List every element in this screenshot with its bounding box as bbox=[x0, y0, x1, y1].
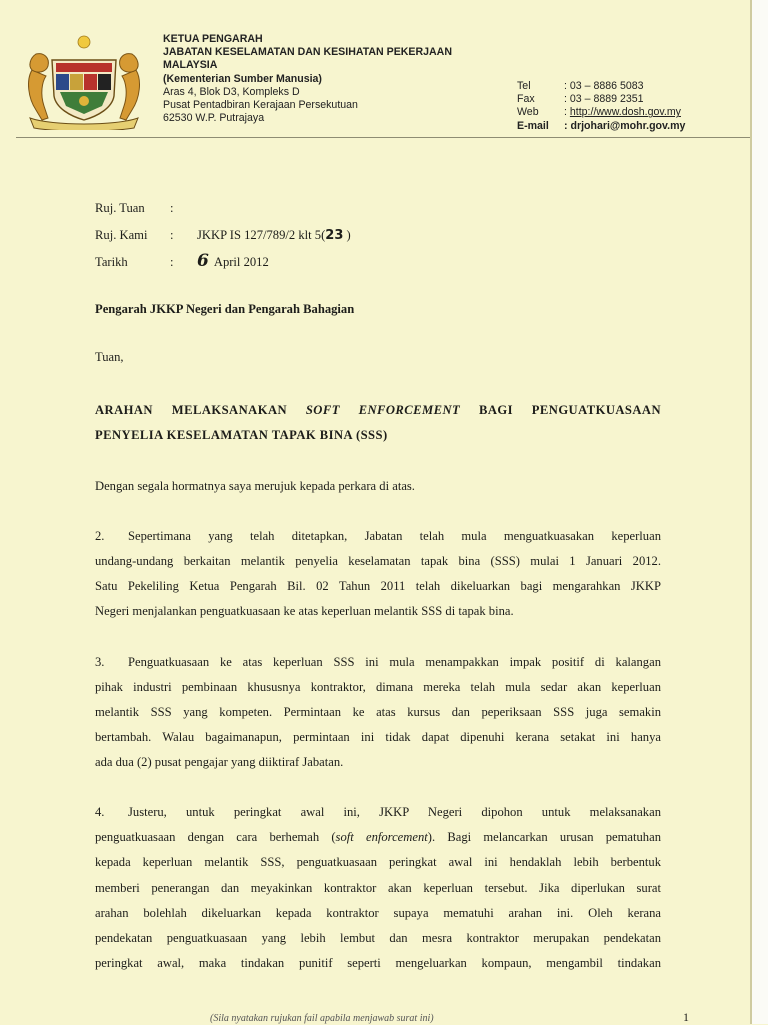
ruj-tuan-label: Ruj. Tuan bbox=[95, 201, 145, 215]
para4-number: 4. bbox=[95, 805, 105, 819]
ruj-kami-value: JKKP IS 127/789/2 klt 5( bbox=[197, 228, 326, 242]
web-colon: : bbox=[564, 106, 570, 119]
subject-line-1 bbox=[95, 403, 661, 418]
tel-row bbox=[517, 80, 685, 93]
ruj-kami-colon: : bbox=[170, 228, 174, 242]
para2-line-3: Satu Pekeliling Ketua Pengarah Bil. 02 Tahun 2011 telah dikeluarkan bagi mengarahkan JKKP bbox=[95, 579, 661, 593]
subject-italic: SOFT ENFORCEMENT bbox=[305, 403, 461, 417]
ref-row-ruj-kami bbox=[95, 228, 351, 243]
ministry-name: (Kementerian Sumber Manusia) bbox=[163, 72, 322, 85]
para3-text-1: Penguatkuasaan ke atas keperluan SSS ini mula menampakkan impak positif di kalangan bbox=[128, 655, 661, 669]
department-country: MALAYSIA bbox=[163, 59, 218, 72]
para3-number: 3. bbox=[95, 655, 105, 669]
coat-of-arms-logo bbox=[22, 32, 146, 130]
subject-part-2: BAGI PENGUATKUASAAN bbox=[460, 403, 661, 417]
letterhead-contact bbox=[517, 80, 685, 133]
page-edge bbox=[752, 0, 768, 1024]
fax-row bbox=[517, 93, 685, 106]
tel-value: : 03 – 8886 5083 bbox=[564, 80, 644, 92]
para4-italic: soft enforcement bbox=[335, 830, 428, 844]
para2-line-1 bbox=[95, 529, 661, 544]
issuer-title: KETUA PENGARAH bbox=[163, 33, 263, 45]
email-value[interactable]: : drjohari@mohr.gov.my bbox=[564, 119, 686, 132]
para4-text-2a: penguatkuasaan dengan cara berhemah ( bbox=[95, 830, 336, 844]
letterhead-address bbox=[163, 33, 452, 125]
para4-line-3: kepada keperluan melantik SSS, penguatkuasaan peringkat awal ini hendaklah lebih berbentuk bbox=[95, 855, 661, 869]
para4-text-1: Justeru, untuk peringkat awal ini, JKKP Negeri dipohon untuk melaksanakan bbox=[128, 805, 661, 819]
tarikh-value: April 2012 bbox=[213, 255, 269, 269]
para3-line-5: ada dua (2) pusat pengajar yang diiktiraf Jabatan. bbox=[95, 755, 344, 769]
ruj-kami-label: Ruj. Kami bbox=[95, 228, 148, 242]
para4-text-2c: ). Bagi melancarkan urusan pematuhan bbox=[427, 830, 661, 844]
para2-text-1: Sepertimana yang telah ditetapkan, Jabatan telah mula menguatkuasakan keperluan bbox=[128, 529, 661, 543]
web-label: Web bbox=[517, 106, 539, 119]
ruj-tuan-colon: : bbox=[170, 201, 174, 215]
salutation: Tuan, bbox=[95, 350, 124, 364]
address-line-3: 62530 W.P. Putrajaya bbox=[163, 112, 265, 125]
para2-line-2: undang-undang berkaitan melantik penyelia keselamatan tapak bina (SSS) mulai 1 Januari 2012. bbox=[95, 554, 661, 568]
department-name: JABATAN KESELAMATAN DAN KESIHATAN PEKERJAAN bbox=[163, 46, 452, 59]
tarikh-label: Tarikh bbox=[95, 255, 128, 269]
address-line-1: Aras 4, Blok D3, Kompleks D bbox=[163, 85, 300, 98]
para4-line-1 bbox=[95, 805, 661, 820]
letterhead-divider bbox=[16, 137, 750, 138]
para3-line-2: pihak industri pembinaan khususnya kontraktor, dimana mereka telah mula sedar akan keperluan bbox=[95, 680, 661, 694]
para4-line-7: peringkat awal, maka tindakan punitif seperti mengeluarkan kompaun, mengambil tindakan bbox=[95, 956, 661, 970]
para3-line-1 bbox=[95, 655, 661, 670]
para3-line-3: melantik SSS yang kompeten. Permintaan ke atas kursus dan peperiksaan SSS juga semakin bbox=[95, 705, 661, 719]
intro-paragraph: Dengan segala hormatnya saya merujuk kepada perkara di atas. bbox=[95, 479, 415, 493]
para4-line-2 bbox=[95, 830, 661, 845]
para2-number: 2. bbox=[95, 529, 105, 543]
page-number: 1 bbox=[683, 1010, 689, 1024]
tarikh-colon: : bbox=[170, 255, 174, 269]
address-line-2: Pusat Pentadbiran Kerajaan Persekutuan bbox=[163, 99, 358, 112]
para2-line-4: Negeri menjalankan penguatkuasaan ke atas keperluan melantik SSS di tapak bina. bbox=[95, 604, 514, 618]
web-row bbox=[517, 106, 685, 119]
subject-part-1: ARAHAN MELAKSANAKAN bbox=[95, 403, 306, 417]
ruj-kami-close: ) bbox=[343, 228, 351, 242]
para4-line-5: arahan bolehlah dikeluarkan kepada kontraktor supaya mematuhi arahan ini. Oleh kerana bbox=[95, 906, 661, 920]
addressee: Pengarah JKKP Negeri dan Pengarah Bahagian bbox=[95, 302, 355, 316]
tel-label: Tel bbox=[517, 80, 531, 92]
web-link[interactable]: http://www.dosh.gov.my bbox=[569, 106, 681, 119]
ref-row-tarikh bbox=[95, 251, 269, 271]
email-row bbox=[517, 120, 685, 133]
fax-value: : 03 – 8889 2351 bbox=[564, 93, 644, 106]
para4-line-6: pendekatan penguatkuasaan yang lebih lembut dan mesra kontraktor merupakan pendekatan bbox=[95, 931, 661, 945]
para3-line-4: bertambah. Walau bagaimanapun, permintaan ini tidak dapat dipenuhi kerana setakat ini hanya bbox=[95, 730, 661, 744]
ref-row-ruj-tuan bbox=[95, 201, 197, 216]
para4-line-4: memberi penerangan dan meyakinkan kontraktor akan keperluan tersebut. Jika diperlukan surat bbox=[95, 881, 661, 895]
ruj-kami-handwritten: 23 bbox=[325, 228, 344, 243]
footer-note: (Sila nyatakan rujukan fail apabila menjawab surat ini) bbox=[210, 1013, 434, 1024]
subject-line-2: PENYELIA KESELAMATAN TAPAK BINA (SSS) bbox=[95, 428, 388, 442]
fax-label: Fax bbox=[517, 93, 535, 106]
email-label: E-mail bbox=[517, 119, 549, 132]
tarikh-handwritten-day: 6 bbox=[197, 251, 209, 271]
